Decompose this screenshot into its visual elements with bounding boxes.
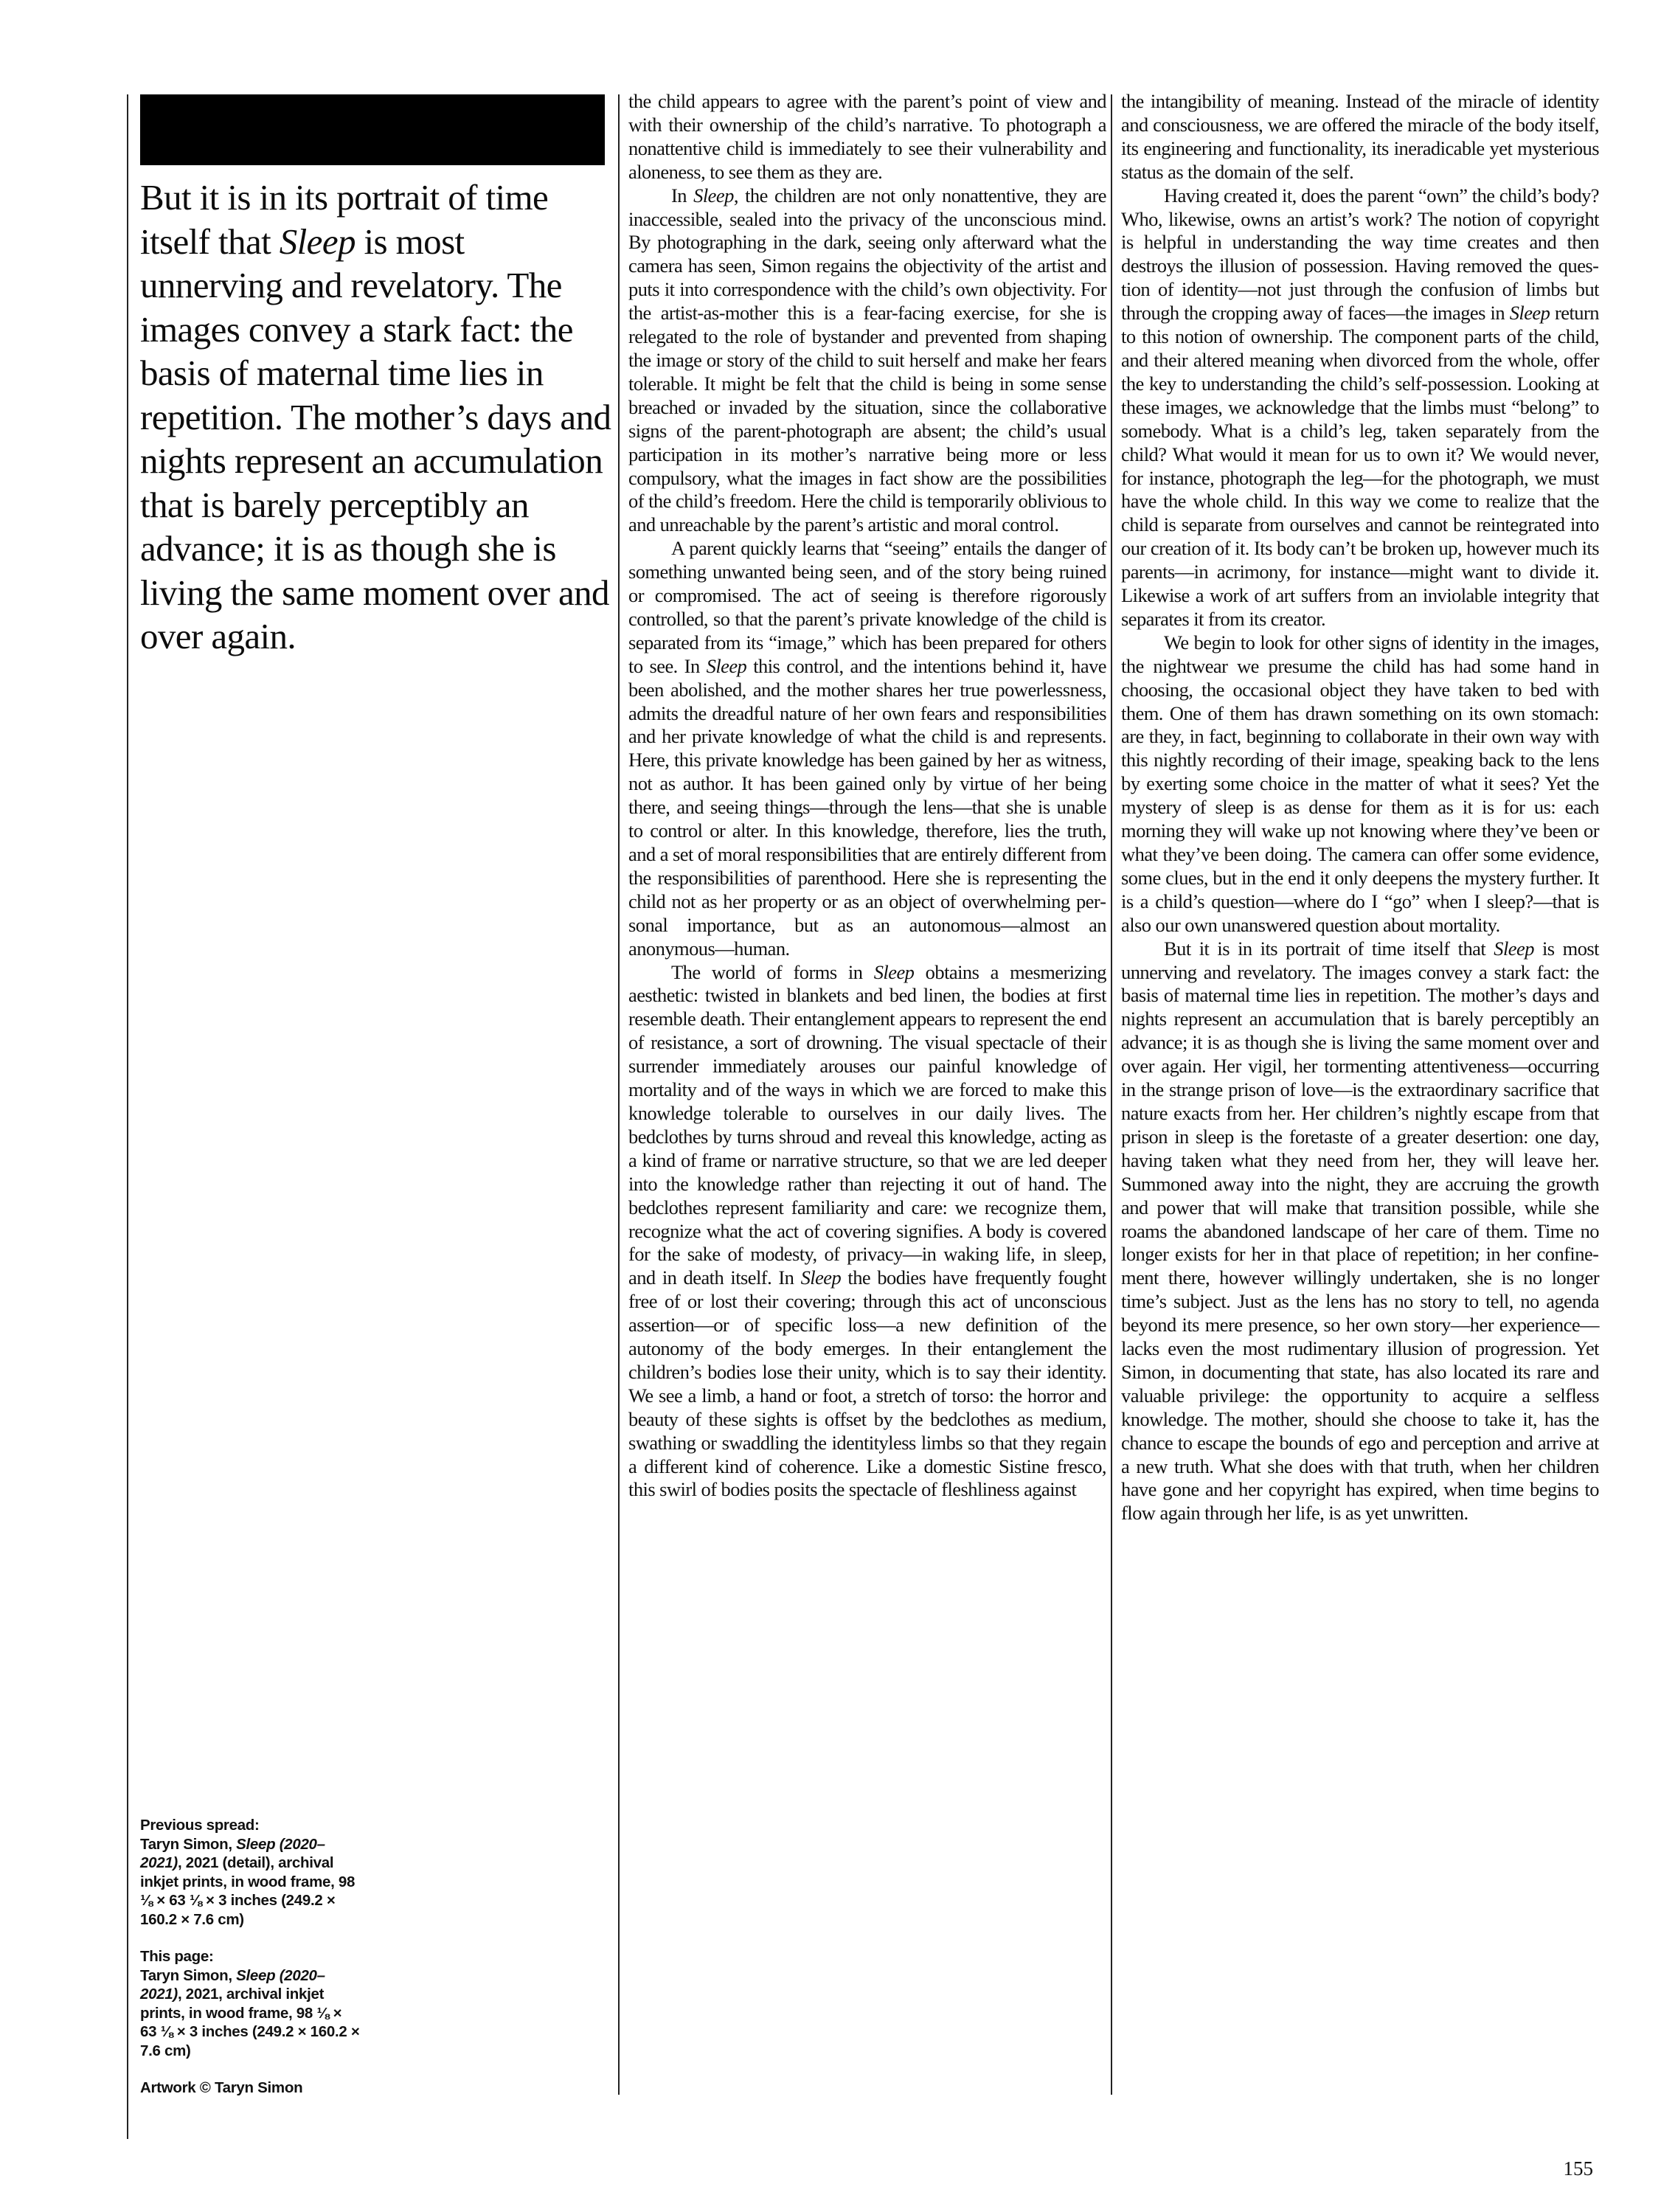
text: return to this notion of ownership. The component parts of the child, and their altered meaning when divorced from the whole, offer the key to understanding the child’s self-possession. Looking at these images, we acknowledge that the limbs must “belong” to somebody. What is a child’s leg, taken separately from the child? What would it mean for us to own it? We would never, for instance, photograph the leg—for the photograph, we must have the whole child. In this way we come to realize that the child is separate from ourselves and cannot be reintegrated into our creation of it. Its body can’t be broken up, however much its parents—in acrimony, for instance—might want to divide it. Likewise a work of art suffers from an inviolable integrity that separates it from its creator. xyxy=(1121,302,1599,630)
text: But it is in its portrait of time itself that xyxy=(1164,937,1494,960)
caption-artist: Taryn Simon, xyxy=(140,1835,237,1853)
caption-details: , 2021 (detail), archival inkjet prints, in wood frame, 98 ⅛ × 63 ⅛ × 3 inches (249.2 × 160.2 × 7.6 cm) xyxy=(140,1854,356,1928)
right-column-rule xyxy=(1111,94,1112,2095)
text: , the children are not only nonattentive, they are inaccessible, sealed into the privacy of the unconscious mind. By photographing in the dark, seeing only afterward what the camera has seen, Simon regains the objectivity of the artist and puts it into correspondence with the child’s own objectivity. For the artist-as-mother this is a fear-facing exercise, for she is relegated to the role of bystander and prevented from shaping the image or story of the child to suit herself and make her fears tolerable. It might be felt that the child is being in some sense breached or invaded by the situation, since the collaborative signs of the parent-photograph are absent; the child’s usual participation in its mother’s narrative being more or less compulsory, what the images in fact show are the possibilities of the child’s freedom. Here the child is temporarily oblivious to and unreachable by the parent’s artistic and moral control. xyxy=(628,184,1106,536)
pull-quote-text-2: is most unnerving and revelatory. The images convey a stark fact: the basis of maternal time lies in repetition. The mother’s days and nights represent an accumulation that is barely perceptibly an advance; it is as though she is living the same moment over and over again. xyxy=(140,221,611,656)
italic-title: Sleep xyxy=(873,960,915,983)
left-column-rule xyxy=(127,94,128,2139)
paragraph: We begin to look for other signs of identity in the images, the nightwear we presume the child has had some hand in choosing, the occasional object they have taken to bed with them. One of them has drawn something on its own stomach: are they, in fact, beginning to collaborate in their own way with this nightly recording of their image, speaking back to the lens by exerting some choice in the matter of what it sees? Yet the mystery of sleep is as dense for them as it is for us: each morning they will wake up not knowing where they’ve been or what they’ve been doing. The camera can offer some evidence, some clues, but in the end it only deepens the mystery further. It is a child’s question—where do I “go” when I sleep?—that is also our own unanswered question about mortality. xyxy=(1121,631,1599,936)
body-column-right xyxy=(1121,90,1599,1525)
text: obtains a mesmerizing aesthetic: twisted in blankets and bed linen, the bodies at first resemble death. Their entanglement appears to represent the end of resistance, a sort of drowning. The visual spectacle of their surrender immediately arouses our painful knowledge of mortality and of the ways in which we are forced to make this knowledge tolerable to ourselves in our daily lives. The bedclothes by turns shroud and reveal this knowledge, acting as a kind of frame or narrative structure, so that we are led deeper into the knowledge rather than rejecting it out of hand. The bedclothes represent familiarity and care: we recognize them, recognize what the act of covering signifies. A body is covered for the sake of modesty, of privacy—in waking life, in sleep, and in death itself. In xyxy=(628,960,1107,1289)
text: A parent quickly learns that “seeing” entails the danger of something unwanted being seen, and of the story being ruined or compromised. The act of seeing is therefore rigorously controlled, so that the parent’s private knowledge of the child is separated from its “image,” which has been prepared for others to see. In xyxy=(628,537,1106,677)
caption-this-page xyxy=(140,1947,361,2060)
black-header-bar xyxy=(140,94,605,165)
caption-title: Sleep (2020–2021) xyxy=(140,1835,325,1871)
italic-title: Sleep xyxy=(706,654,747,677)
paragraph: the intangibility of meaning. Instead of the miracle of identity and consciousness, we are offered the miracle of the body itself, its engineering and functionality, its ineradicable yet mysterious status as the domain of the self. xyxy=(1121,90,1599,183)
caption-heading: Previous spread: xyxy=(140,1817,260,1834)
text: is most unnerving and revelatory. The images convey a stark fact: the basis of maternal time lies in repetition. The mother’s days and nights represent an accumulation that is barely perceptibly an advance; it is as though she is living the same moment over and over again. Her vigil, her tormenting attentiveness—occurring in the strange prison of love—is the extraordinary sacrifice that nature exacts from her. Her children’s nightly escape from that prison in sleep is the foretaste of a greater desertion: one day, having taken what they need from her, they will leave her. Summoned away into the night, they are accruing the growth and power that will make that transition possible, while she roams the abandoned landscape of her care of them. Time no longer exists for her in that place of repetition; in her confinement there, however willingly undertaken, she is no longer time’s subject. Just as the lens has no story to tell, no agenda beyond its mere presence, so her own story—her experience—lacks even the most rudimentary illusion of progression. Yet Simon, in documenting that state, has also located its rare and valuable privilege: the opportunity to acquire a selfless knowledge. The mother, should she choose to take it, has the chance to escape the bounds of ego and perception and arrive at a new truth. What she does with that truth, when her children have gone and her copyright has expired, when time begins to flow again through her life, is as yet unwritten. xyxy=(1121,937,1599,1525)
text: this control, and the intentions behind it, have been abolished, and the mother shares her true powerlessness, admits the dreadful nature of her own fears and responsibilities and her private knowledge of what the child is and represents. Here, this private knowledge has been gained by her as witness, not as author. It has been gained only by virtue of her being there, and seeing things—through the lens—that she is unable to control or alter. In this knowledge, therefore, lies the truth, and a set of moral responsibilities that are entirely different from the responsibilities of parenthood. Here she is representing the child not as her property or as an object of overwhelming personal importance, but as an autonomous—almost an anonymous—human. xyxy=(628,654,1106,960)
paragraph xyxy=(628,184,1106,538)
caption-previous-spread xyxy=(140,1816,361,1929)
artwork-credit: Artwork © Taryn Simon xyxy=(140,2079,303,2096)
paragraph xyxy=(1121,937,1599,1526)
caption-heading: This page: xyxy=(140,1948,214,1965)
italic-title: Sleep xyxy=(800,1266,842,1289)
middle-column-rule xyxy=(618,94,620,2095)
caption-artist: Taryn Simon, xyxy=(140,1966,237,1984)
italic-title: Sleep xyxy=(693,184,734,207)
body-column-middle xyxy=(628,90,1106,1502)
pull-quote xyxy=(140,176,612,659)
text: The world of forms in xyxy=(671,960,874,983)
text: the bodies have frequently fought free of or lost their covering; through this act of unconscious assertion—or of specific loss—a new definition of the autonomy of the body emerges. In their entanglement the children’s bodies lose their unity, which is to say their identity. We see a limb, a hand or foot, a stretch of torso: the horror and beauty of these sights is offset by the bedclothes as medium, swathing or swaddling the identityless limbs so that they regain a different kind of coherence. Like a domestic Sistine fresco, this swirl of bodies posits the spectacle of fleshliness against xyxy=(628,1266,1106,1501)
italic-title: Sleep xyxy=(1509,302,1550,325)
paragraph xyxy=(628,537,1106,960)
pull-quote-italic-title: Sleep xyxy=(279,221,356,262)
image-captions xyxy=(140,1816,361,2098)
page-number: 155 xyxy=(1563,2157,1593,2180)
text: Having created it, does the parent “own” the child’s body? Who, likewise, owns an artist’s work? The notion of copyright is helpful in understanding the way time creates and then destroys the illusion of possession. Having removed the question of identity—not just through the confusion of limbs but through the cropping away of faces—the images in xyxy=(1121,184,1599,325)
caption-details: , 2021, archival inkjet prints, in wood frame, 98 ⅛ × 63 ⅛ × 3 inches (249.2 × 160.2 × 7.6 cm) xyxy=(140,1986,360,2059)
paragraph: the child appears to agree with the parent’s point of view and with their ownership of the child’s narrative. To photograph a nonattentive child is immediately to see their vulnerability and aloneness, to see them as they are. xyxy=(628,90,1106,183)
italic-title: Sleep xyxy=(1494,937,1534,960)
pull-quote-text-1: But it is in its portrait of time itself that xyxy=(140,177,549,262)
paragraph xyxy=(1121,184,1599,631)
paragraph xyxy=(628,961,1106,1502)
caption-title: Sleep (2020–2021) xyxy=(140,1966,325,2003)
text: In xyxy=(671,184,694,207)
